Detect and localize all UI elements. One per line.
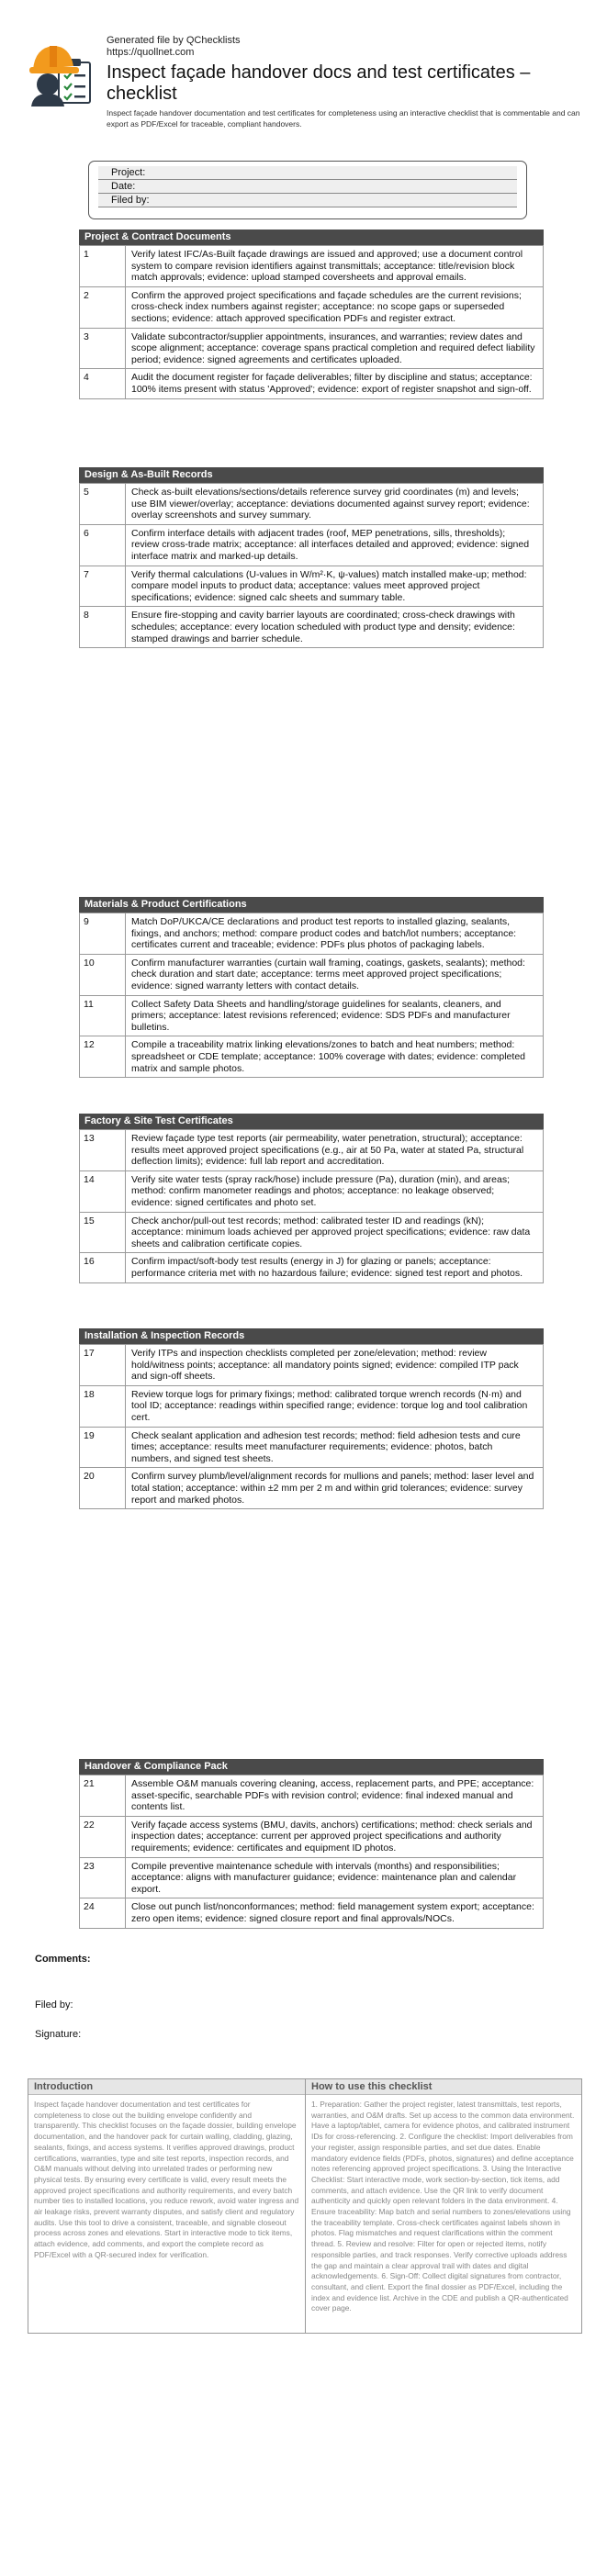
section-heading: Design & As-Built Records bbox=[79, 467, 544, 483]
item-text: Review façade type test reports (air permeability, water penetration, structural); acceptance: results meet approved project specifications (e.g., air at 50 Pa, water at stated Pa, structural deflection limits); evidence: full lab report and accreditation. bbox=[126, 1130, 544, 1171]
item-number: 20 bbox=[80, 1468, 126, 1509]
item-number: 22 bbox=[80, 1816, 126, 1857]
signature-label: Signature: bbox=[35, 2029, 82, 2040]
item-text: Confirm survey plumb/level/alignment records for mullions and panels; method: laser level and total station; acceptance: within ±2 mm per 2 m and within grid tolerances; evidence: survey report and marked photos. bbox=[126, 1468, 544, 1509]
introduction-heading: Introduction bbox=[28, 2079, 305, 2095]
item-number: 13 bbox=[80, 1130, 126, 1171]
section-heading: Factory & Site Test Certificates bbox=[79, 1114, 544, 1129]
item-text: Verify thermal calculations (U-values in W/m²·K, ψ-values) match installed make-up; method: compare model inputs to product data; acceptance: values meet approved project specifications; evidence: signed calc sheets and summary table. bbox=[126, 566, 544, 607]
checklist-row[interactable] bbox=[80, 286, 544, 328]
hard-hat-checklist-icon bbox=[28, 39, 99, 106]
howto-column bbox=[305, 2079, 581, 2333]
item-number: 23 bbox=[80, 1857, 126, 1898]
checklist-row[interactable] bbox=[80, 484, 544, 525]
checklist-row[interactable] bbox=[80, 1775, 544, 1817]
checklist-row[interactable] bbox=[80, 246, 544, 287]
item-text: Match DoP/UKCA/CE declarations and product test reports to installed glazing, sealants, fixings, and anchors; method: compare product codes and batch/lot numbers; acceptance: certificates current and traceable; evidence: PDFs plus photos of packaging labels. bbox=[126, 913, 544, 955]
item-number: 18 bbox=[80, 1385, 126, 1427]
item-text: Verify façade access systems (BMU, davits, anchors) certifications; method: check serials and inspection dates; acceptance: current per approved project specifications and authority requirements; evidence: certificates and equipment ID photos. bbox=[126, 1816, 544, 1857]
item-number: 10 bbox=[80, 954, 126, 995]
item-number: 1 bbox=[80, 246, 126, 287]
checklist-row[interactable] bbox=[80, 1857, 544, 1898]
item-number: 3 bbox=[80, 328, 126, 369]
checklist-row[interactable] bbox=[80, 524, 544, 566]
item-text: Compile preventive maintenance schedule with intervals (months) and responsibilities; acceptance: aligns with manufacturer guidance; evidence: maintenance plan and calendar export. bbox=[126, 1857, 544, 1898]
item-text: Assemble O&M manuals covering cleaning, access, replacement parts, and PPE; acceptance: asset-specific, searchable PDFs with revision control; evidence: final indexed manual and contents list. bbox=[126, 1775, 544, 1817]
checklist-row[interactable] bbox=[80, 607, 544, 648]
checklist-section bbox=[79, 467, 544, 648]
item-number: 24 bbox=[80, 1898, 126, 1928]
checklist-table bbox=[79, 1775, 544, 1929]
checklist-row[interactable] bbox=[80, 954, 544, 995]
item-text: Verify ITPs and inspection checklists completed per zone/elevation; method: review hold/witness points; acceptance: all mandatory points signed; evidence: compiled ITP pack and sign-off sheets. bbox=[126, 1345, 544, 1386]
generated-by-text: Generated file by QChecklists bbox=[107, 35, 241, 46]
checklist-section bbox=[79, 230, 544, 399]
filed-by-field[interactable]: Filed by: bbox=[98, 194, 517, 207]
item-number: 5 bbox=[80, 484, 126, 525]
checklist-section bbox=[79, 1328, 544, 1509]
item-text: Verify latest IFC/As-Built façade drawings are issued and approved; use a document control system to compare revision identifiers against transmittals; acceptance: title/revision block match approvals; evidence: upload stamped coversheets and approval emails. bbox=[126, 246, 544, 287]
item-number: 6 bbox=[80, 524, 126, 566]
checklist-row[interactable] bbox=[80, 1170, 544, 1212]
section-heading: Project & Contract Documents bbox=[79, 230, 544, 245]
item-text: Check as-built elevations/sections/details reference survey grid coordinates (m) and levels; use BIM viewer/overlay; acceptance: deviations documented against survey report; evidence: overlay screenshots and survey summary. bbox=[126, 484, 544, 525]
project-info-box bbox=[88, 161, 527, 219]
checklist-row[interactable] bbox=[80, 1130, 544, 1171]
item-text: Review torque logs for primary fixings; method: calibrated torque wrench records (N·m) and tool ID; acceptance: readings within specified range; evidence: torque log and tool calibration cert. bbox=[126, 1385, 544, 1427]
project-field[interactable]: Project: bbox=[98, 166, 517, 180]
item-text: Verify site water tests (spray rack/hose) include pressure (Pa), duration (min), and areas; method: confirm manometer readings and photos; acceptance: no leakage observed; evidence: signed certificates and photo set. bbox=[126, 1170, 544, 1212]
item-text: Compile a traceability matrix linking elevations/zones to batch and heat numbers; method: spreadsheet or CDE template; acceptance: 100% coverage with dates; evidence: completed matrix and sample photos. bbox=[126, 1036, 544, 1078]
item-number: 19 bbox=[80, 1427, 126, 1468]
footer-filed-by-label: Filed by: bbox=[35, 1999, 73, 2010]
intro-howto-panel bbox=[28, 2078, 582, 2334]
checklist-table bbox=[79, 245, 544, 399]
item-number: 11 bbox=[80, 995, 126, 1036]
checklist-row[interactable] bbox=[80, 1212, 544, 1253]
document-header bbox=[28, 35, 579, 136]
checklist-row[interactable] bbox=[80, 1468, 544, 1509]
checklist-row[interactable] bbox=[80, 1898, 544, 1928]
comments-label: Comments: bbox=[35, 1954, 91, 1965]
checklist-row[interactable] bbox=[80, 995, 544, 1036]
item-number: 21 bbox=[80, 1775, 126, 1817]
item-text: Confirm manufacturer warranties (curtain wall framing, coatings, gaskets, sealants); method: check duration and start date; acceptance: terms meet approved project specifications; evidence: signed warranty letters with contact details. bbox=[126, 954, 544, 995]
checklist-row[interactable] bbox=[80, 1253, 544, 1282]
item-number: 16 bbox=[80, 1253, 126, 1282]
item-number: 14 bbox=[80, 1170, 126, 1212]
item-number: 12 bbox=[80, 1036, 126, 1078]
checklist-table bbox=[79, 1129, 544, 1283]
howto-body: 1. Preparation: Gather the project register, latest transmittals, test reports, warranties, and O&M drafts. Set up access to the common data environment. Have a laptop/tablet, camera for evidence photos, and calibrated instrument IDs for cross-referencing. 2. Configure the checklist: Import deliverables from your register, assign responsible parties, and set due dates. Enable mandatory evidence fields (PDFs, photos, signatures) and define acceptance notes referencing approved project specifications. 3. Using the Interactive Checklist: Start interactive mode, work section-by-section, tick items, add comments, and attach evidence. Use the QR link to verify document authenticity and quickly open relevant folders in the data environment. 4. Ensure traceability: Map batch and serial numbers to zones/elevations using the traceability template. Cross-check certificates against labels shown in photos. Flag mismatches and request clarifications within the comment thread. 5. Review and resolve: Filter for open or rejected items, notify responsible parties, and track responses. Verify corrective uploads address the gap and maintain a clear approval trail with dates and digital acknowledgements. 6. Sign-Off: Collect digital signatures from contractor, consultant, and client. Export the final dossier as PDF/Excel, including the index and evidence list. Archive in the CDE and publish a QR-authenticated cover page. bbox=[311, 2100, 575, 2313]
item-text: Confirm the approved project specifications and façade schedules are the current revisions; cross-check index numbers against register; acceptance: no scope gaps or superseded sections; evidence: attach approved specification PDFs and register extract. bbox=[126, 286, 544, 328]
section-heading: Installation & Inspection Records bbox=[79, 1328, 544, 1344]
item-text: Confirm impact/soft-body test results (energy in J) for glazing or panels; acceptance: performance criteria met with no hazardous failure; evidence: signed test report and photos. bbox=[126, 1253, 544, 1282]
item-number: 17 bbox=[80, 1345, 126, 1386]
checklist-section bbox=[79, 1759, 544, 1929]
item-number: 4 bbox=[80, 369, 126, 398]
checklist-row[interactable] bbox=[80, 1427, 544, 1468]
checklist-row[interactable] bbox=[80, 328, 544, 369]
item-text: Check sealant application and adhesion test records; method: field adhesion tests and cure times; acceptance: results meet manufacturer requirements; evidence: photos, batch numbers, and signed test sheets. bbox=[126, 1427, 544, 1468]
item-text: Check anchor/pull-out test records; method: calibrated tester ID and readings (kN); acceptance: minimum loads achieved per approved project specifications; evidence: raw data sheets and calibration certificate copies. bbox=[126, 1212, 544, 1253]
checklist-row[interactable] bbox=[80, 913, 544, 955]
item-text: Ensure fire-stopping and cavity barrier layouts are coordinated; cross-check drawings with schedules; acceptance: every location scheduled with product type and density; evidence: stamped drawings and barrier schedule. bbox=[126, 607, 544, 648]
date-field[interactable]: Date: bbox=[98, 180, 517, 194]
item-text: Close out punch list/nonconformances; method: field management system export; acceptance: zero open items; evidence: signed closure report and final approvals/NOCs. bbox=[126, 1898, 544, 1928]
checklist-row[interactable] bbox=[80, 1036, 544, 1078]
checklist-row[interactable] bbox=[80, 1816, 544, 1857]
section-heading: Handover & Compliance Pack bbox=[79, 1759, 544, 1775]
checklist-row[interactable] bbox=[80, 1345, 544, 1386]
checklist-row[interactable] bbox=[80, 566, 544, 607]
howto-heading: How to use this checklist bbox=[306, 2079, 581, 2095]
checklist-table bbox=[79, 1344, 544, 1509]
item-number: 8 bbox=[80, 607, 126, 648]
checklist-row[interactable] bbox=[80, 1385, 544, 1427]
page-description: Inspect façade handover documentation and test certificates for completeness using an interactive checklist that is commentable and can export as PDF/Excel for traceable, compliant handovers. bbox=[107, 108, 580, 129]
page-title: Inspect façade handover docs and test certificates – checklist bbox=[107, 62, 531, 104]
source-url-link[interactable]: https://quollnet.com bbox=[107, 47, 195, 58]
item-text: Confirm interface details with adjacent trades (roof, MEP penetrations, sills, thresholds); review cross-trade matrix; acceptance: all interfaces detailed and approved; evidence: signed interface matrix and marked-up details. bbox=[126, 524, 544, 566]
item-text: Validate subcontractor/supplier appointments, insurances, and warranties; review dates and scope alignment; acceptance: coverage spans practical completion and required defect liability period; evidence: signed agreements and certificates uploaded. bbox=[126, 328, 544, 369]
introduction-column bbox=[28, 2079, 305, 2333]
checklist-section bbox=[79, 1114, 544, 1283]
item-number: 7 bbox=[80, 566, 126, 607]
section-heading: Materials & Product Certifications bbox=[79, 897, 544, 913]
checklist-row[interactable] bbox=[80, 369, 544, 398]
item-number: 15 bbox=[80, 1212, 126, 1253]
item-text: Collect Safety Data Sheets and handling/storage guidelines for sealants, cleaners, and primers; acceptance: latest revisions referenced; evidence: SDS PDFs and manufacturer bulletins. bbox=[126, 995, 544, 1036]
item-text: Audit the document register for façade deliverables; filter by discipline and status; acceptance: 100% items present with status 'Approved'; evidence: export of register snapshot and sign-off. bbox=[126, 369, 544, 398]
checklist-section bbox=[79, 897, 544, 1078]
item-number: 2 bbox=[80, 286, 126, 328]
item-number: 9 bbox=[80, 913, 126, 955]
checklist-table bbox=[79, 913, 544, 1078]
introduction-body: Inspect façade handover documentation and test certificates for completeness to close out the building envelope confidently and transparently. This checklist focuses on the façade dossier, building envelope documentation, and the handover pack for curtain walling, cladding, glazing, sealants, fixings, and access systems. It verifies approved drawings, product certifications, warranties, type and site test reports, inspection records, and O&M manuals without delving into unrelated trades or performing new physical tests. By ensuring every certificate is valid, every result meets the approved project specifications and authority requirements, and every batch number ties to installed locations, you reduce rework, avoid water ingress and air leakage risks, prevent warranty disputes, and satisfy client and regulatory audits. Use this tool to drive a consistent, traceable, and signable closeout process across zones and elevations. Start in interactive mode to tick items, attach evidence, add comments, and export the complete record as PDF/Excel with a QR-secured index for verification. bbox=[34, 2100, 299, 2259]
checklist-table bbox=[79, 483, 544, 648]
